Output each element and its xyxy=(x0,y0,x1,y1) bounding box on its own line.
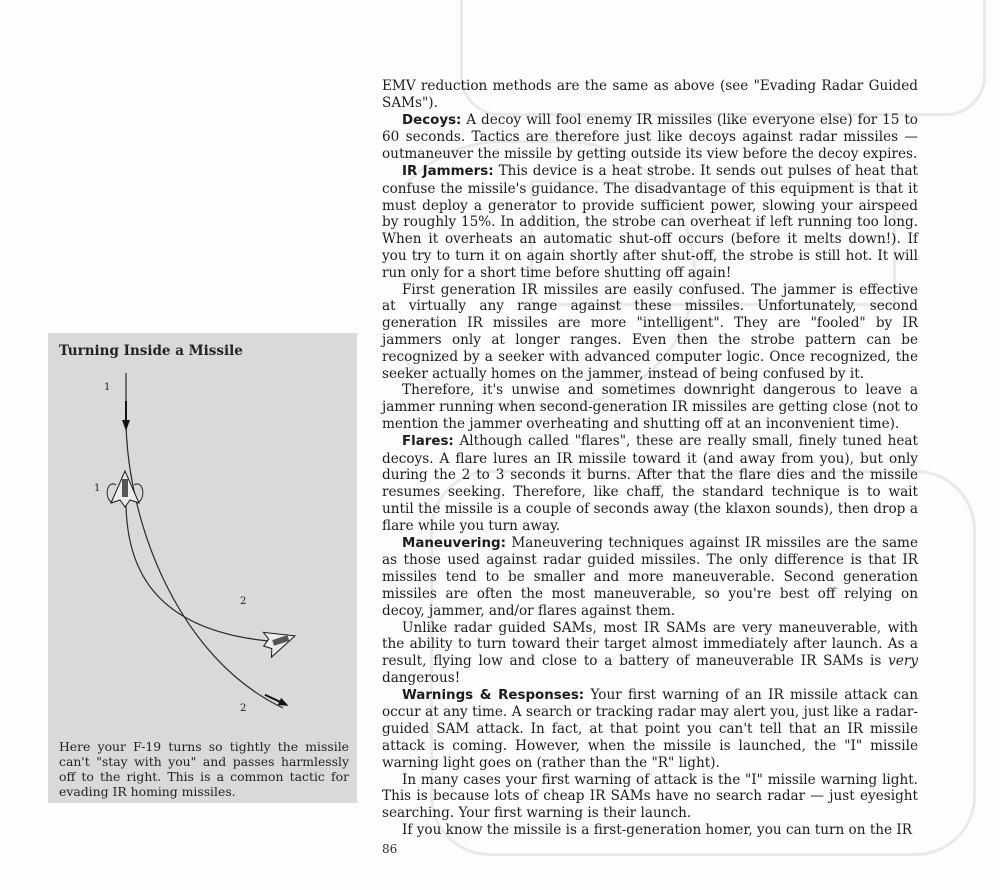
section-heading: Maneuvering: xyxy=(402,535,506,551)
section-heading: Flares: xyxy=(402,433,454,449)
emphasis-text: very xyxy=(888,653,918,670)
aircraft-icon xyxy=(107,471,143,507)
main-text-column xyxy=(382,78,918,839)
position-label: 2 xyxy=(240,703,247,714)
missile-icon xyxy=(122,401,130,431)
paragraph xyxy=(382,535,918,620)
paragraph xyxy=(382,772,918,822)
diagram-svg xyxy=(48,363,357,743)
missile-turn-diagram xyxy=(48,363,357,743)
section-heading: Warnings & Responses: xyxy=(402,687,585,703)
paragraph xyxy=(382,687,918,772)
paragraph-text: If you know the missile is a first-generation homer, you can turn on the IR xyxy=(402,822,913,839)
sidebar-figure-box xyxy=(48,333,357,803)
paragraph-text: This device is a heat strobe. It sends out pulses of heat that confuse the missile's guidance. The disadvantage of this equipment is that it must deploy a generator to provide sufficient power, slowing your airspeed by roughly 15%. In addition, the strobe can overheat if left running too long. When it overheats an automatic shut-off occurs (before it melts down!). If you try to turn it on again shortly after shut-off, the strobe is still hot. It will run only for a short time before shutting off again! xyxy=(382,162,919,281)
paragraph xyxy=(382,822,918,839)
position-label: 1 xyxy=(104,382,111,393)
missile-flight-path xyxy=(126,373,283,708)
paragraph xyxy=(382,620,918,687)
paragraph xyxy=(382,282,918,383)
paragraph xyxy=(382,382,918,432)
section-heading: Decoys: xyxy=(402,112,462,128)
section-heading: IR Jammers: xyxy=(402,163,494,179)
paragraph-text: Although called "flares", these are really small, finely tuned heat decoys. A flare lures an IR missile toward it (and away from you), but only during the 2 to 3 seconds it burns. After that the flare dies and the missile resumes seeking. Therefore, like chaff, the standard technique is to wait until the missile is a couple of seconds away (the klaxon sounds), then drop a flare while you turn away. xyxy=(382,432,918,534)
position-label: 2 xyxy=(240,596,247,607)
paragraph-text: In many cases your first warning of attack is the "I" missile warning light. This is because lots of cheap IR SAMs have no search radar — just eyesight searching. Your first warning is their launch. xyxy=(382,771,918,822)
paragraph-text: First generation IR missiles are easily confused. The jammer is effective at virtually any range against these missiles. Unfortunately, second generation IR missiles are more "intelligent". They are "fooled" by IR jammers only at longer ranges. Even then the strobe pattern can be recognized by a seeker with advanced computer logic. Once recognized, the seeker actually homes on the jammer, instead of being confused by it. xyxy=(382,281,918,382)
page-number: 86 xyxy=(382,842,398,856)
aircraft-flight-path xyxy=(126,491,280,642)
paragraph xyxy=(382,78,918,112)
paragraph xyxy=(382,433,918,535)
paragraph-text: dangerous! xyxy=(382,669,461,686)
sidebar-title: Turning Inside a Missile xyxy=(59,343,243,359)
paragraph-text: A decoy will fool enemy IR missiles (like everyone else) for 15 to 60 seconds. Tactics are therefore just like decoys against radar missiles — outmaneuver the missile by getting outside its view before the decoy expires. xyxy=(382,111,918,163)
paragraph-text: Unlike radar guided SAMs, most IR SAMs are very maneuverable, with the ability to turn toward their target almost immediately after launch. As a result, flying low and close to a battery of maneuverable IR SAMs is xyxy=(382,619,918,670)
paragraph-text: EMV reduction methods are the same as above (see "Evading Radar Guided SAMs"). xyxy=(382,78,918,111)
paragraph-text: Your first warning of an IR missile attack can occur at any time. A search or tracking radar may alert you, just like a radar-guided SAM attack. In fact, at that point you can't tell that an IR missile attack is coming. However, when the missile is launched, the "I" missile warning light goes on (rather than the "R" light). xyxy=(382,686,918,771)
paragraph-text: Maneuvering techniques against IR missiles are the same as those used against radar guided missiles. The only difference is that IR missiles tend to be smaller and more maneuverable. Second generation missiles are often the most maneuverable, so you're best off relying on decoy, jammer, and/or flares against them. xyxy=(382,534,918,619)
paragraph xyxy=(382,112,918,163)
figure-caption: Here your F-19 turns so tightly the missile can't "stay with you" and passes harmlessly off to the right. This is a common tactic for evading IR homing missiles. xyxy=(59,739,349,799)
paragraph-text: Therefore, it's unwise and sometimes downright dangerous to leave a jammer running when second-generation IR missiles are getting close (not to mention the jammer overheating and shutting off at an inconvenient time). xyxy=(382,382,918,432)
position-label: 1 xyxy=(94,483,101,494)
paragraph xyxy=(382,163,918,282)
